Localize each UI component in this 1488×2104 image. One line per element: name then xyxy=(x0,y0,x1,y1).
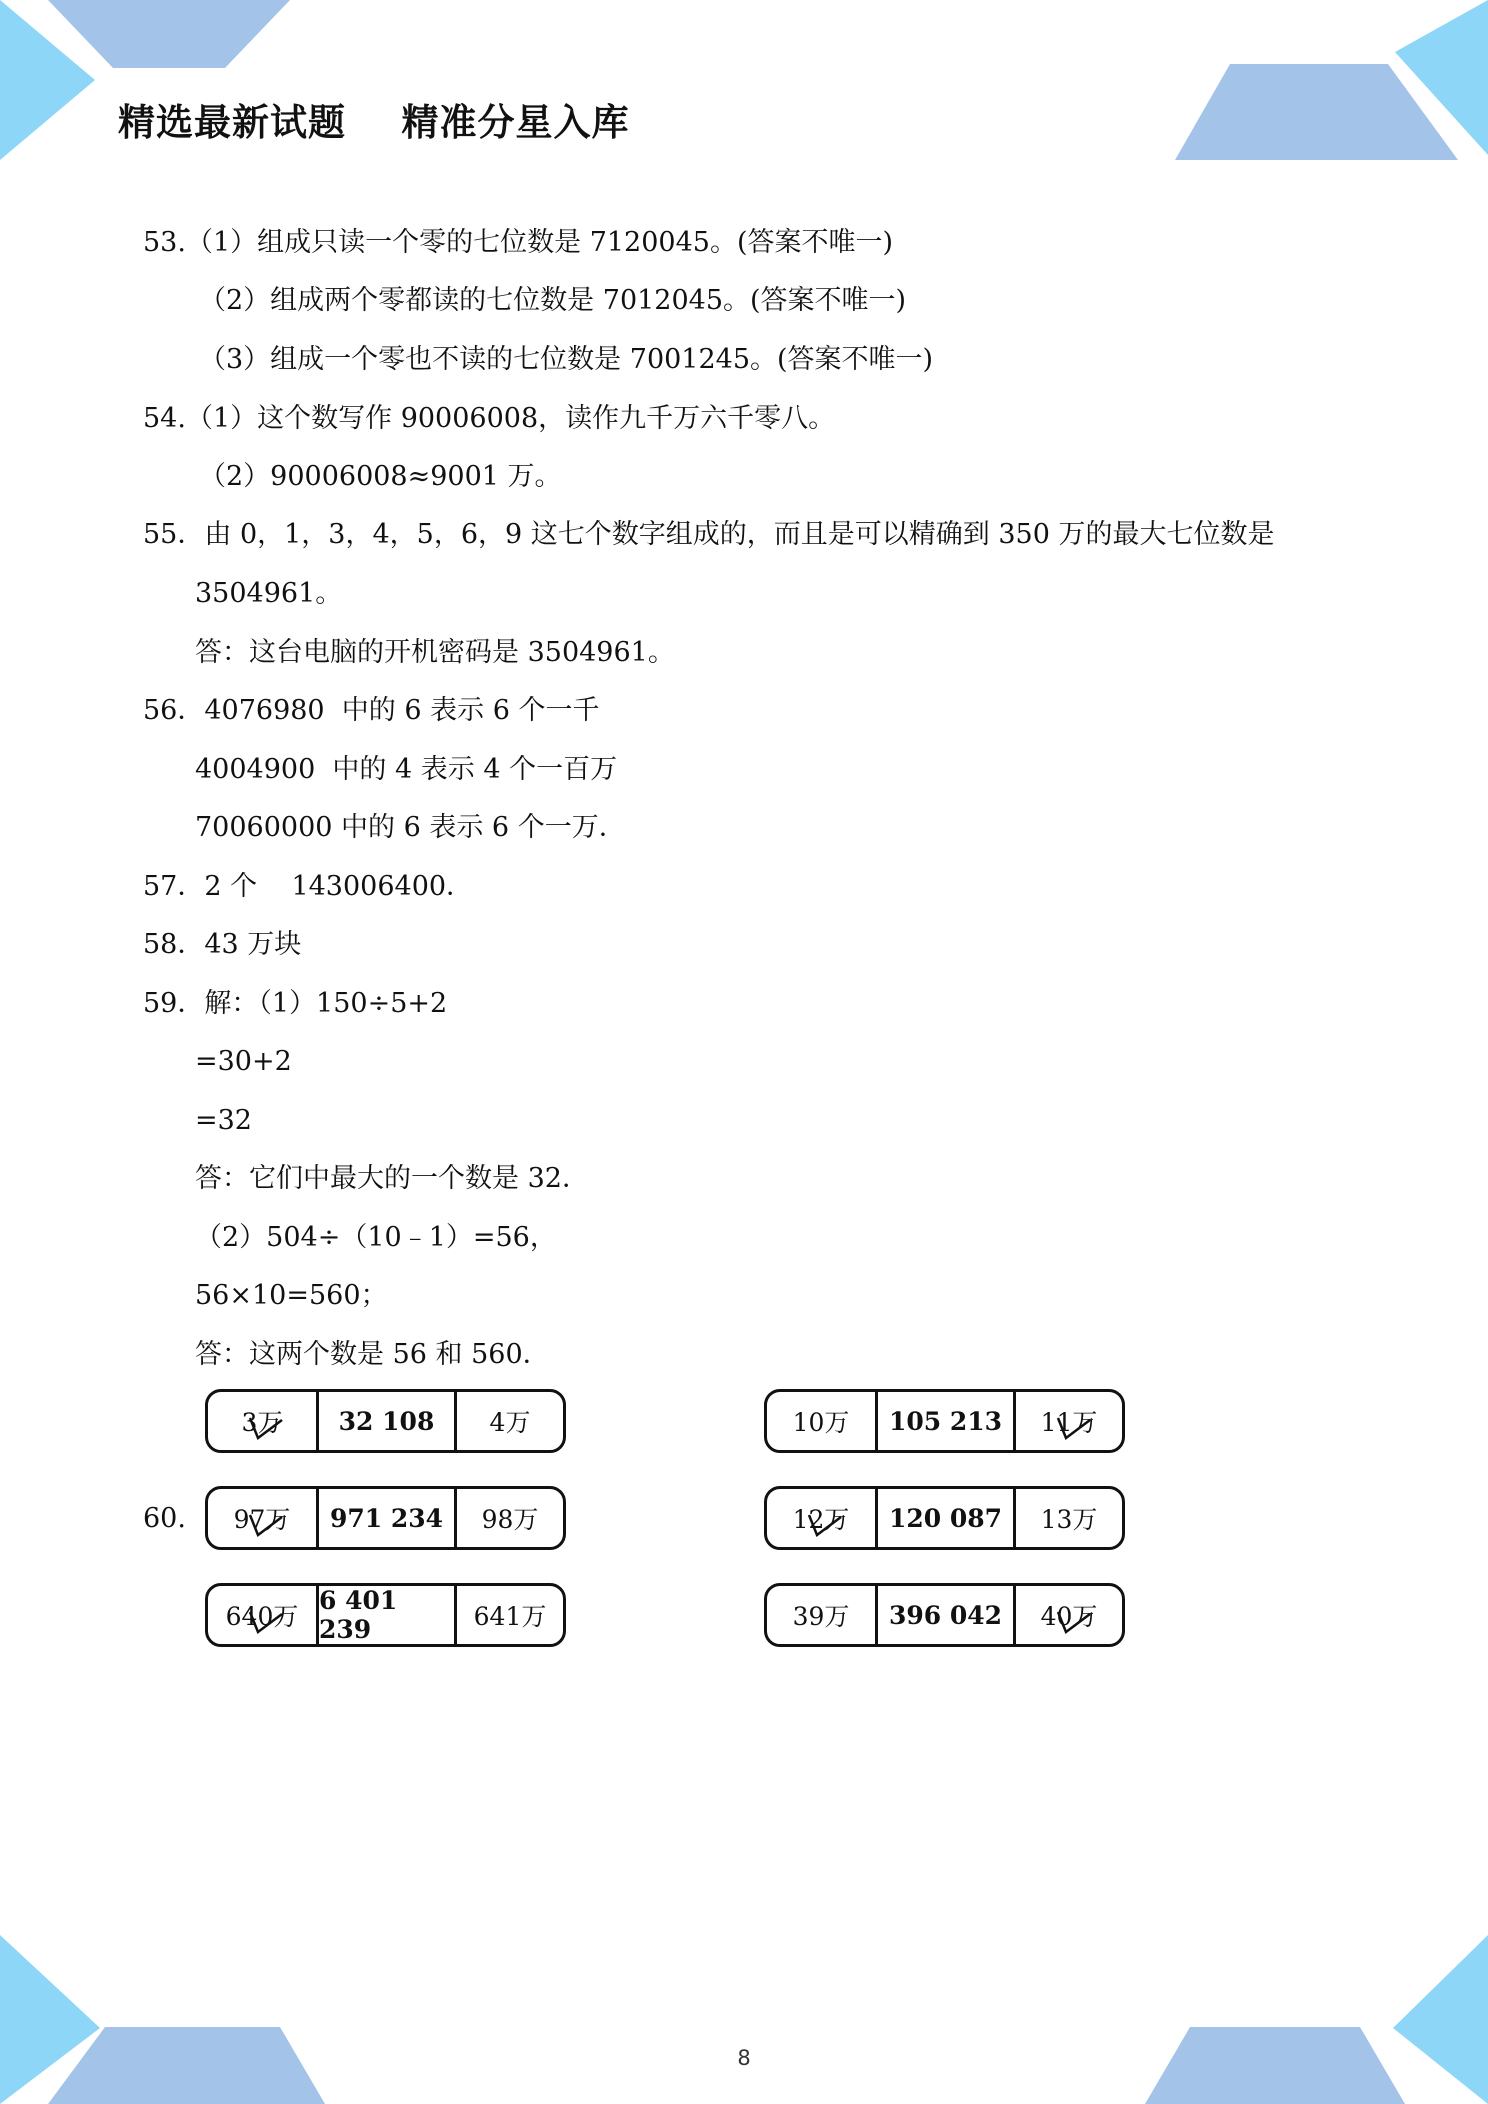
rounding-box xyxy=(764,1389,1125,1453)
page-number: 8 xyxy=(737,2046,751,2070)
answer-line-59-2: =30+2 xyxy=(195,1046,292,1077)
answer-line-56-1: 56．4076980 中的 6 表示 6 个一千 xyxy=(143,695,600,726)
number-label: 105 213 xyxy=(888,1406,1003,1436)
upper-bound-label: 98万 xyxy=(481,1505,539,1534)
answer-line-59-7: 答：这两个数是 56 和 560． xyxy=(195,1339,550,1370)
header-title: 精选最新试题 精准分星入库 xyxy=(118,101,630,144)
upper-bound-label: 4万 xyxy=(489,1408,531,1437)
answer-line-57: 57．2 个 143006400． xyxy=(143,871,474,902)
rounding-box xyxy=(764,1486,1125,1550)
number-cell xyxy=(316,1489,454,1547)
rounding-box xyxy=(764,1583,1125,1647)
answer-line-55-3: 答：这台电脑的开机密码是 3504961。 xyxy=(195,637,675,668)
answer-line-59-1: 59．解：（1）150÷5+2 xyxy=(143,988,448,1019)
answer-line-54-1: 54.（1）这个数写作 90006008，读作九千万六千零八。 xyxy=(143,403,836,434)
upper-bound-cell xyxy=(454,1489,563,1547)
upper-bound-cell xyxy=(1013,1392,1122,1450)
lower-bound-cell xyxy=(208,1489,316,1547)
lower-bound-cell xyxy=(208,1586,316,1644)
answer-line-54-2: （2）90006008≈9001 万。 xyxy=(199,461,562,492)
number-label: 971 234 xyxy=(329,1503,444,1533)
number-cell xyxy=(316,1392,454,1450)
number-cell xyxy=(875,1392,1013,1450)
number-label: 120 087 xyxy=(888,1503,1003,1533)
rounding-box xyxy=(205,1389,566,1453)
check-mark-icon xyxy=(1056,1410,1092,1442)
upper-bound-cell xyxy=(454,1586,563,1644)
lower-bound-label: 10万 xyxy=(792,1408,850,1437)
number-cell xyxy=(875,1489,1013,1547)
number-label: 6 401 239 xyxy=(319,1586,398,1644)
lower-bound-cell xyxy=(767,1392,875,1450)
answer-line-59-5: （2）504÷（10﹣1）=56， xyxy=(195,1222,557,1253)
lower-bound-label: 97万 xyxy=(233,1505,291,1534)
answer-line-59-4: 答：它们中最大的一个数是 32． xyxy=(195,1163,589,1194)
upper-bound-label: 40万 xyxy=(1040,1602,1098,1631)
upper-bound-cell xyxy=(1013,1586,1122,1644)
answer-line-56-3: 70060000 中的 6 表示 6 个一万． xyxy=(195,812,626,843)
answer-line-55-1: 55．由 0，1，3，4，5，6，9 这七个数字组成的，而且是可以精确到 350 万的最大七位数是 xyxy=(143,519,1275,550)
lower-bound-cell xyxy=(208,1392,316,1450)
answer-line-53-3: （3）组成一个零也不读的七位数是 7001245。(答案不唯一) xyxy=(199,344,934,375)
check-mark-icon xyxy=(248,1604,284,1636)
answer-line-55-2: 3504961。 xyxy=(195,578,343,609)
upper-bound-label: 641万 xyxy=(473,1602,547,1631)
answer-line-59-3: =32 xyxy=(195,1105,252,1136)
check-mark-icon xyxy=(807,1507,843,1539)
upper-bound-cell xyxy=(1013,1489,1122,1547)
answer-line-53-1: 53.（1）组成只读一个零的七位数是 7120045。(答案不唯一) xyxy=(143,227,894,258)
check-mark-icon xyxy=(248,1507,284,1539)
rounding-box xyxy=(205,1486,566,1550)
check-mark-icon xyxy=(248,1410,284,1442)
lower-bound-label: 39万 xyxy=(792,1602,850,1631)
upper-bound-cell xyxy=(454,1392,563,1450)
bottom-right-triangle xyxy=(1393,1935,1488,2104)
number-cell xyxy=(316,1586,454,1644)
answer-line-56-2: 4004900 中的 4 表示 4 个一百万 xyxy=(195,754,618,785)
lower-bound-label: 12万 xyxy=(792,1505,850,1534)
number-label: 32 108 xyxy=(338,1406,435,1436)
upper-bound-label: 13万 xyxy=(1040,1505,1098,1534)
top-right-trapezoid xyxy=(1175,64,1458,160)
rounding-box xyxy=(205,1583,566,1647)
lower-bound-label: 3万 xyxy=(241,1408,283,1437)
lower-bound-cell xyxy=(767,1489,875,1547)
answer-line-58: 58．43 万块 xyxy=(143,929,302,960)
question-60-label: 60. xyxy=(143,1503,186,1534)
check-mark-icon xyxy=(1056,1604,1092,1636)
lower-bound-label: 640万 xyxy=(225,1602,299,1631)
number-label: 396 042 xyxy=(888,1600,1003,1630)
number-cell xyxy=(875,1586,1013,1644)
answer-line-53-2: （2）组成两个零都读的七位数是 7012045。(答案不唯一) xyxy=(199,285,907,316)
upper-bound-label: 11万 xyxy=(1040,1408,1098,1437)
answer-line-59-6: 56×10=560； xyxy=(195,1280,388,1311)
lower-bound-cell xyxy=(767,1586,875,1644)
top-left-trapezoid xyxy=(48,0,290,68)
